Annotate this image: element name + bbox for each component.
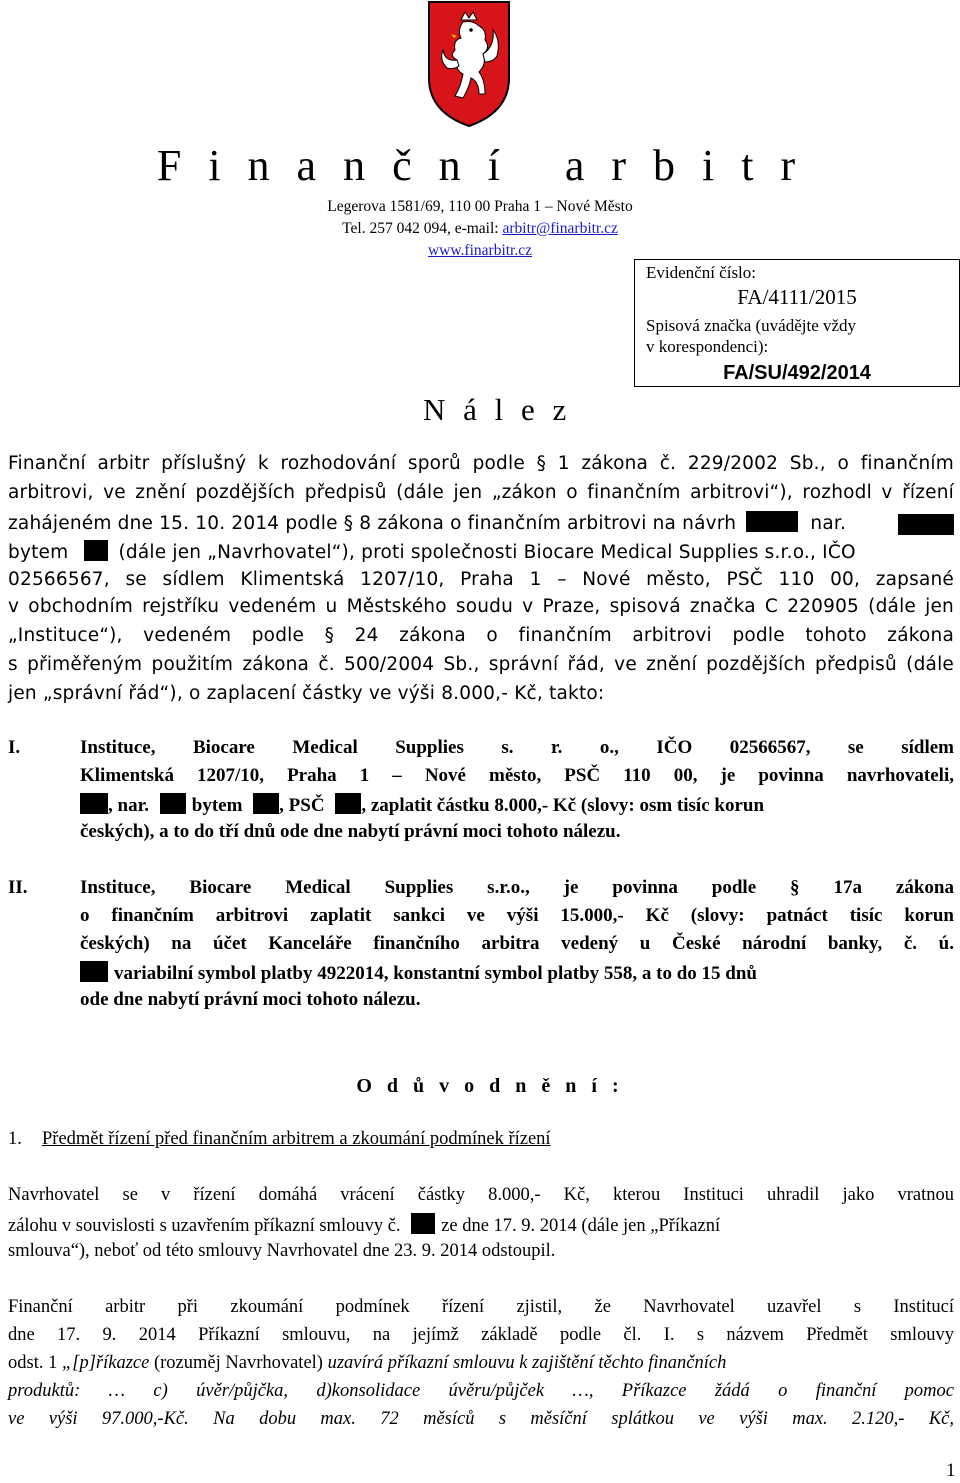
intro-line: arbitrovi, ve znění pozdějších předpisů (dále jen „zákon o finančním arbitrovi“), rozhodl v řízení: [8, 482, 954, 503]
paragraph-text: (rozuměj Navrhovatel): [149, 1353, 328, 1373]
intro-text: nar.: [810, 513, 847, 534]
verdict-number: I.: [8, 737, 21, 758]
verdict-line: Instituce, Biocare Medical Supplies s.r.o., je povinna podle § 17a zákona: [80, 877, 954, 898]
paragraph-text: uzavírá příkazní smlouvu k zajištění těchto finančních: [327, 1353, 727, 1373]
intro-line: Finanční arbitr příslušný k rozhodování sporů podle § 1 zákona č. 229/2002 Sb., o finančním: [8, 453, 954, 474]
intro-line: 02566567, se sídlem Klimentská 1207/10, Praha 1 – Nové město, PSČ 110 00, zapsané: [8, 569, 954, 590]
czech-coat-of-arms-logo: [427, 0, 511, 128]
paragraph-text: „[p]říkazce: [61, 1353, 150, 1373]
intro-line: [8, 511, 846, 534]
website-link[interactable]: www.finarbitr.cz: [427, 242, 532, 259]
evidence-number-label: Evidenční číslo:: [646, 263, 757, 282]
intro-text: bytem: [8, 542, 69, 563]
paragraph-line: [8, 1353, 726, 1374]
tel-text: Tel. 257 042 094, e-mail:: [342, 220, 503, 237]
email-link[interactable]: arbitr@finarbitr.cz: [502, 220, 618, 237]
document-type-heading: N á l e z: [423, 392, 572, 427]
redacted-block: [411, 1213, 435, 1234]
paragraph-line: produktů: … c) úvěr/půjčka, d)konsolidace úvěru/půjček …, Příkazce žádá o finanční pomoc: [8, 1381, 954, 1401]
intro-text: (dále jen „Navrhovatel“), proti společnosti Biocare Medical Supplies s.r.o., IČO: [118, 542, 856, 563]
section-number: 1.: [8, 1129, 22, 1149]
intro-line: [8, 540, 856, 563]
paragraph-text: zálohu v souvislosti s uzavřením příkazní smlouvy č.: [8, 1216, 401, 1236]
redacted-block: [80, 793, 108, 814]
redacted-block: [253, 793, 279, 814]
verdict-text: , PSČ: [279, 795, 325, 816]
paragraph-line: [8, 1213, 720, 1237]
redacted-block: [898, 514, 954, 535]
page-number: 1: [946, 1460, 956, 1481]
file-reference-label-line1: Spisová značka (uvádějte vždy: [646, 316, 857, 335]
paragraph-line: Finanční arbitr při zkoumání podmínek řízení zjistil, že Navrhovatel uzavřel s Institucí: [8, 1297, 954, 1317]
verdict-text: variabilní symbol platby 4922014, konstantní symbol platby 558, a to do 15 dnů: [114, 963, 757, 984]
verdict-line: ode dne nabytí právní moci tohoto nálezu.: [80, 989, 421, 1010]
reasoning-heading: O d ů v o d n ě n í :: [356, 1075, 624, 1097]
verdict-text: , nar.: [108, 795, 150, 816]
verdict-text: bytem: [191, 795, 243, 816]
paragraph-line: Navrhovatel se v řízení domáhá vrácení částky 8.000,- Kč, kterou Instituci uhradil jako vratnou: [8, 1185, 954, 1205]
section-title: Předmět řízení před finančním arbitrem a zkoumání podmínek řízení: [42, 1129, 551, 1149]
intro-line: s přiměřeným použitím zákona č. 500/2004 Sb., správní řád, ve znění pozdějších předpisů (dále: [8, 654, 954, 675]
paragraph-line: ve výši 97.000,-Kč. Na dobu max. 72 měsíců s měsíční splátkou ve výši max. 2.120,- Kč,: [8, 1409, 954, 1429]
intro-line: v obchodním rejstříku vedeném u Městského soudu v Praze, spisová značka C 220905 (dále jen: [8, 596, 954, 617]
verdict-number: II.: [8, 877, 28, 898]
verdict-text: , zaplatit částku 8.000,- Kč (slovy: osm tisíc korun: [361, 795, 765, 816]
intro-line: „Instituce“), vedeném podle § 24 zákona o finančním arbitrovi podle tohoto zákona: [8, 625, 954, 646]
paragraph-text: ze dne 17. 9. 2014 (dále jen „Příkazní: [441, 1216, 721, 1236]
redacted-block: [160, 793, 186, 814]
redacted-block: [84, 540, 108, 561]
paragraph-line: dne 17. 9. 2014 Příkazní smlouvu, na jejímž základě podle čl. I. s názvem Předmět smlouvy: [8, 1325, 954, 1345]
verdict-line: Instituce, Biocare Medical Supplies s. r. o., IČO 02566567, se sídlem: [80, 737, 954, 758]
verdict-line: [80, 793, 764, 817]
verdict-line: Klimentská 1207/10, Praha 1 – Nové město, PSČ 110 00, je povinna navrhovateli,: [80, 765, 954, 786]
intro-line: jen „správní řád“), o zaplacení částky ve výši 8.000,- Kč, takto:: [8, 683, 605, 704]
verdict-line: českých) na účet Kanceláře finančního arbitra vedený u České národní banky, č. ú.: [80, 933, 954, 954]
file-reference-label-line2: v korespondenci):: [646, 337, 769, 356]
redacted-block: [746, 511, 798, 532]
file-reference-number: FA/SU/492/2014: [723, 362, 871, 384]
intro-text: zahájeném dne 15. 10. 2014 podle § 8 zákona o finančním arbitrovi na návrh: [8, 513, 737, 534]
contact-line: [0, 218, 960, 240]
address-line: Legerova 1581/69, 110 00 Praha 1 – Nové Město: [327, 198, 633, 215]
institution-title: F i n a n č n í a r b i t r: [156, 141, 804, 190]
paragraph-line: smlouva“), neboť od této smlouvy Navrhovatel dne 23. 9. 2014 odstoupil.: [8, 1241, 556, 1261]
verdict-line: [80, 961, 757, 985]
redacted-block: [80, 961, 108, 982]
paragraph-text: odst. 1: [8, 1353, 62, 1373]
verdict-line: českých), a to do tří dnů ode dne nabytí právní moci tohoto nálezu.: [80, 821, 621, 842]
file-reference-label: [646, 315, 956, 357]
redacted-block: [335, 793, 361, 814]
evidence-number: FA/4111/2015: [737, 285, 857, 309]
verdict-line: o finančním arbitrovi zaplatit sankci ve výši 15.000,- Kč (slovy: patnáct tisíc korun: [80, 905, 954, 926]
